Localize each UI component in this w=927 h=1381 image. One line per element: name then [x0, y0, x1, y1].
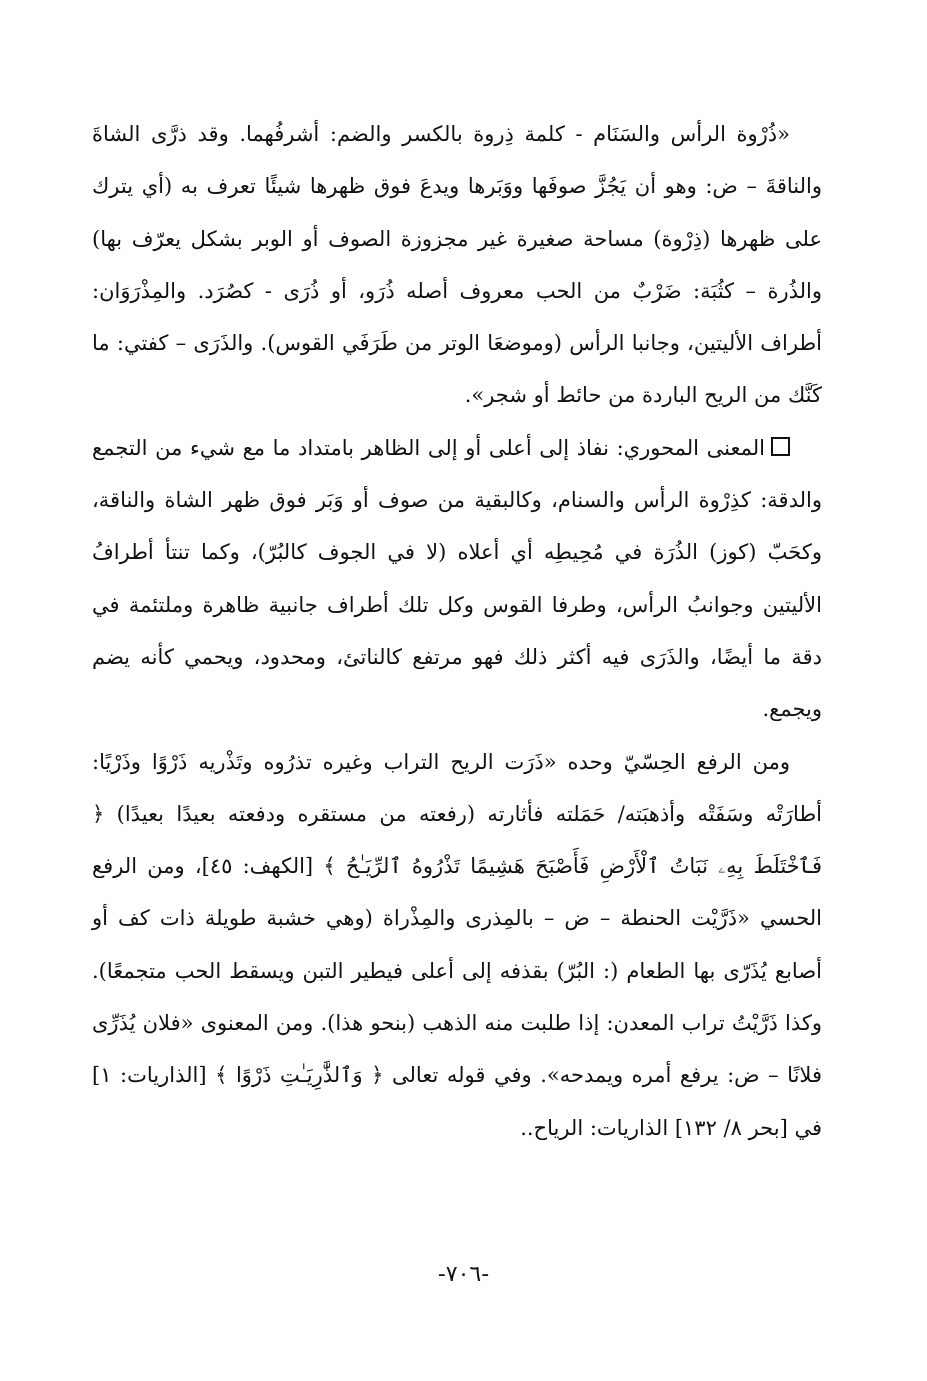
- central-meaning-paragraph: [92, 422, 822, 736]
- page-number: -٧٠٦-: [437, 1262, 490, 1287]
- central-meaning-text: المعنى المحوري: نفاذ إلى أعلى أو إلى الظاهر بامتداد ما مع شيء من التجمع والدقة: كذِرْوة الرأس والسنام، وكالبقية من صوف أو وَبَر فوق ظهر الشاة والناقة، وكحَبّ (كوز) الذُرَة في مُحِيطِه أي أعلاه (لا في الجوف كالبُرّ)، وكما تنتأ أطرافُ الأليتين وجوانبُ الرأس، وطرفا القوس وكل تلك أطراف جانبية ظاهرة وملتئمة في دقة ما أيضًا، والذَرَى فيه أكثر ذلك فهو مرتفع كالناتئ، ومحدود، ويحمي كأنه يضم ويجمع.: [92, 435, 823, 722]
- main-text: [92, 108, 822, 1154]
- physical-raising-paragraph: [92, 736, 822, 1154]
- lexical-definition-paragraph: [92, 108, 822, 422]
- square-bullet-icon: [771, 437, 790, 456]
- lexical-definition-text: «ذُرْوة الرأس والسَنَام - كلمة ذِروة بالكسر والضم: أشرفُهما. وقد ذرَّى الشاةَ والناقةَ – ض: وهو أن يَجُزَّ صوفَها ووَبَرها ويدعَ فوق ظهرها شيئًا تعرف به (أي يترك على ظهرها (ذِرْوة) مساحة صغيرة غير مجزوزة الصوف أو الوبر بشكل يعرّف بها) والذُرة – كثُبَة: ضَرْبٌ من الحب معروف أصله ذُرَو، أو ذُرَى - كصُرَد. والمِذْرَوَان: أطراف الأليتين، وجانبا الرأس (وموضعَا الوتر من طَرَفَي القوس). والذَرَى – كفتي: ما كَنَّك من الريح الباردة من حائط أو شجر».: [92, 122, 822, 408]
- physical-raising-text: ومن الرفع الحِسّيّ وحده «ذَرَت الريح التراب وغيره تذرُوه وتَذْريه ذَرْوًا وذَرْيًا: أطارَتْه وسَفَتْه وأذهبَته/ حَمَلته فأثارته (رفعته من مستقره ودفعته بعيدًا بعيدًا) ﴿ فَٱخْتَلَطَ بِهِۦ نَبَاتُ ٱلْأَرْضِ فَأَصْبَحَ هَشِيمًا تَذْرُوهُ ٱلرِّيَـٰحُ ﴾ [الكهف: ٤٥]، ومن الرفع الحسي «ذَرَّيْت الحنطة – ض – بالمِذرى والمِذْراة (وهي خشبة طويلة ذات كف أو أصابع يُذَرّى بها الطعام (: البُرّ) بقذفه إلى أعلى فيطير التبن ويسقط الحب متجمعًا). وكذا ذَرَّيْتُ تراب المعدن: إذا طلبت منه الذهب (بنحو هذا). ومن المعنوى «فلان يُذَرِّى فلانًا – ض: يرفع أمره ويمدحه». وفي قوله تعالى ﴿ وَٱلذَّٰرِيَـٰتِ ذَرْوًا ﴾ [الذاريات: ١] في [بحر ٨/ ١٣٢] الذاريات: الرياح..: [92, 749, 822, 1140]
